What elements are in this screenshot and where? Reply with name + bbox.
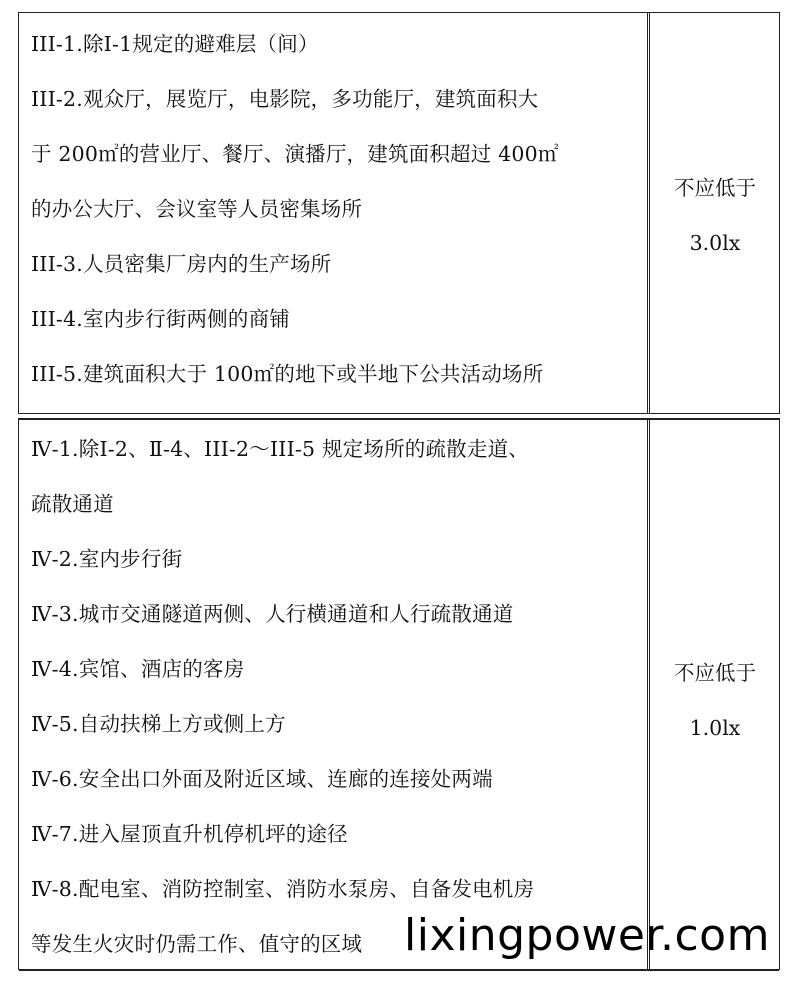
table-line: III-1.除Ⅰ-1规定的避难层（间） [31,32,319,56]
places-cell-class-4 [31,422,641,972]
table-line: Ⅳ-5.自动扶梯上方或侧上方 [31,712,286,736]
watermark-text: lixingpower.com [404,910,770,961]
table-line: III-2.观众厅，展览厅，电影院，多功能厅，建筑面积大 [31,87,539,111]
table-line: Ⅳ-4.宾馆、酒店的客房 [31,657,245,681]
table-row-class-4 [19,419,779,971]
column-divider [647,12,650,416]
table-line: 疏散通道 [31,492,114,516]
requirement-value: 1.0lx [689,716,741,740]
table-line: 于 200㎡的营业厅、餐厅、演播厅，建筑面积超过 400㎡ [31,142,559,166]
requirement-label: 不应低于 [674,661,756,685]
table-line: 的办公大厅、会议室等人员密集场所 [31,197,363,221]
requirement-cell-class-4 [651,646,779,756]
requirement-value: 3.0lx [689,231,741,255]
table-line: Ⅳ-8.配电室、消防控制室、消防水泵房、自备发电机房 [31,877,535,901]
places-cell-class-3 [31,17,641,402]
table-line: III-4.室内步行街两侧的商铺 [31,307,290,331]
requirement-label: 不应低于 [674,176,756,200]
table-line: Ⅳ-2.室内步行街 [31,547,183,571]
column-divider [647,419,650,971]
table-line: Ⅳ-3.城市交通隧道两侧、人行横通道和人行疏散通道 [31,602,514,626]
table-line: III-5.建筑面积大于 100㎡的地下或半地下公共活动场所 [31,362,544,386]
requirement-cell-class-3 [651,161,779,271]
table-line: Ⅳ-1.除Ⅰ-2、Ⅱ-4、III-2～III-5 规定场所的疏散走道、 [31,437,529,461]
table-line: Ⅳ-7.进入屋顶直升机停机坪的途径 [31,822,348,846]
table-line: Ⅳ-6.安全出口外面及附近区域、连廊的连接处两端 [31,767,493,791]
table-line: 等发生火灾时仍需工作、值守的区域 [31,932,363,956]
illuminance-table [18,12,780,970]
table-line: III-3.人员密集厂房内的生产场所 [31,252,332,276]
table-row-class-3 [19,12,779,416]
